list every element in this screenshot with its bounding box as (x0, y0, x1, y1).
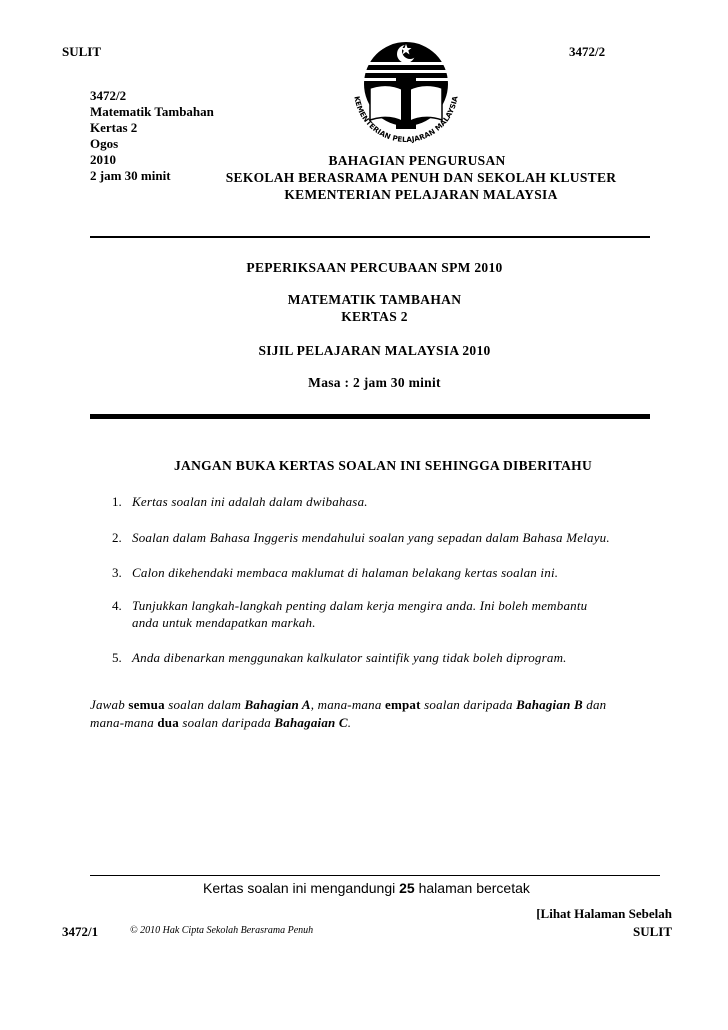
instruction-text: Kertas soalan ini adalah dalam dwibahasa. (132, 494, 368, 509)
top-divider (90, 236, 650, 238)
bottom-divider (90, 414, 650, 419)
footer-classification: SULIT (632, 924, 672, 939)
org-line-1: BAHAGIAN PENGURUSAN (328, 153, 506, 168)
instruction-text: Tunjukkan langkah-langkah penting dalam kerja mengira anda. Ini boleh membantu (132, 598, 588, 613)
paper-code: 3472/2 (569, 44, 606, 59)
info-month: Ogos (90, 136, 119, 151)
org-line-2: SEKOLAH BERASRAMA PENUH DAN SEKOLAH KLUSTER (225, 170, 617, 185)
exam-paper: KERTAS 2 (341, 309, 408, 324)
instruction-text: Calon dikehendaki membaca maklumat di halaman belakang kertas soalan ini. (132, 565, 559, 580)
info-year: 2010 (90, 152, 116, 167)
instruction-text: Anda dibenarkan menggunakan kalkulator saintifik yang tidak boleh diprogram. (132, 650, 567, 665)
next-page-note: [Lihat Halaman Sebelah (536, 906, 672, 921)
exam-certificate: SIJIL PELAJARAN MALAYSIA 2010 (258, 343, 491, 358)
exam-duration: Masa : 2 jam 30 minit (308, 375, 441, 390)
info-code: 3472/2 (90, 88, 127, 103)
info-paper: Kertas 2 (90, 120, 138, 135)
classification-label: SULIT (62, 44, 102, 59)
warning-heading: JANGAN BUKA KERTAS SOALAN INI SEHINGGA DIBERITAHU (173, 458, 593, 473)
exam-title: PEPERIKSAAN PERCUBAAN SPM 2010 (246, 260, 503, 275)
instruction-number: 1. (112, 494, 122, 509)
answer-note-line-2: mana-mana dua soalan daripada Bahagaian C. (90, 715, 352, 730)
kpm-crest-icon (346, 40, 466, 150)
footer-divider (90, 875, 660, 876)
instruction-number: 4. (112, 598, 122, 613)
info-duration: 2 jam 30 minit (90, 168, 171, 183)
answer-note-line-1: Jawab semua soalan dalam Bahagian A, mana-mana empat soalan daripada Bahagian B dan (90, 697, 607, 712)
instruction-text: Soalan dalam Bahasa Inggeris mendahului soalan yang sepadan dalam Bahasa Melayu. (132, 530, 610, 545)
page-count-note: Kertas soalan ini mengandungi 25 halaman bercetak (203, 880, 530, 896)
crest-ring-text: KEMENTERIAN PELAJARAN MALAYSIA (352, 95, 460, 145)
footer-code: 3472/1 (62, 924, 99, 939)
instruction-number: 5. (112, 650, 122, 665)
instruction-number: 2. (112, 530, 122, 545)
copyright-notice: © 2010 Hak Cipta Sekolah Berasrama Penuh (130, 925, 314, 936)
instruction-text-continued: anda untuk mendapatkan markah. (132, 615, 316, 630)
exam-subject: MATEMATIK TAMBAHAN (287, 292, 462, 307)
instruction-number: 3. (112, 565, 122, 580)
info-subject: Matematik Tambahan (90, 104, 214, 119)
org-line-3: KEMENTERIAN PELAJARAN MALAYSIA (284, 187, 558, 202)
